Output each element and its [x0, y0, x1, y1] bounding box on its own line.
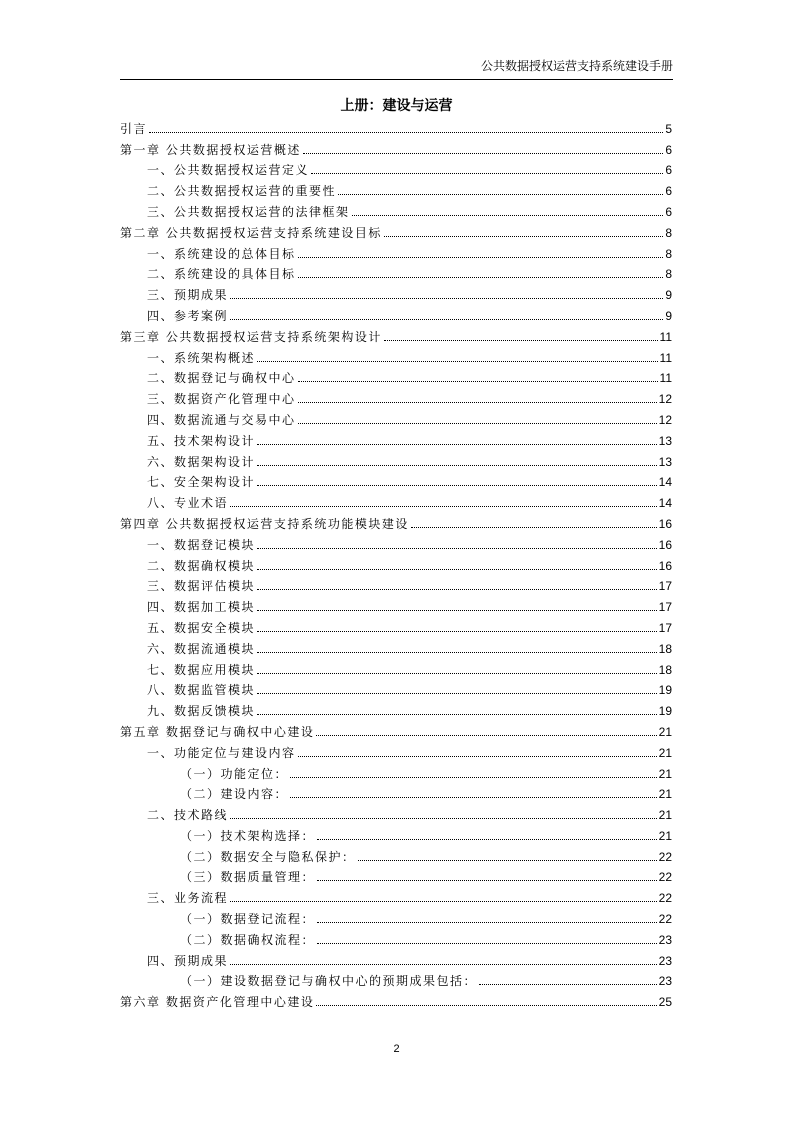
- toc-dot-leader: [257, 652, 657, 653]
- toc-entry-page: 14: [658, 496, 672, 511]
- toc-entry-page: 22: [658, 891, 672, 906]
- toc-entry-page: 17: [658, 579, 672, 594]
- toc-entry-page: 6: [665, 184, 672, 199]
- toc-dot-leader: [338, 194, 663, 195]
- toc-entry[interactable]: [120, 637, 672, 658]
- toc-dot-leader: [257, 548, 657, 549]
- toc-dot-leader: [257, 444, 657, 445]
- toc-dot-leader: [257, 693, 657, 694]
- toc-entry-page: 8: [665, 225, 672, 240]
- toc-entry-label: 三、数据资产化管理中心: [147, 392, 296, 407]
- toc-dot-leader: [317, 922, 657, 923]
- toc-entry[interactable]: [120, 159, 672, 180]
- toc-dot-leader: [230, 319, 663, 320]
- toc-entry-label: 一、数据登记模块: [147, 537, 256, 552]
- toc-entry[interactable]: [120, 720, 672, 741]
- toc-entry-label: 三、业务流程: [147, 891, 229, 906]
- toc-entry-label: 六、数据流通模块: [147, 641, 256, 656]
- toc-entry[interactable]: [120, 263, 672, 284]
- toc-entry-page: 13: [658, 433, 672, 448]
- toc-dot-leader: [298, 756, 657, 757]
- toc-entry[interactable]: [120, 554, 672, 575]
- toc-entry[interactable]: [120, 471, 672, 492]
- toc-dot-leader: [384, 236, 663, 237]
- toc-dot-leader: [479, 984, 657, 985]
- toc-entry-label: 五、数据安全模块: [147, 620, 256, 635]
- toc-entry-page: 16: [658, 558, 672, 573]
- toc-entry-label: 第六章 数据资产化管理中心建设: [120, 995, 315, 1010]
- toc-entry-page: 21: [658, 828, 672, 843]
- toc-dot-leader: [298, 257, 664, 258]
- toc-entry[interactable]: [120, 575, 672, 596]
- toc-entry[interactable]: [120, 491, 672, 512]
- toc-dot-leader: [257, 673, 657, 674]
- toc-entry-page: 22: [658, 870, 672, 885]
- toc-entry[interactable]: [120, 387, 672, 408]
- toc-entry[interactable]: [120, 679, 672, 700]
- header-rule: [120, 79, 673, 80]
- toc-entry-page: 22: [658, 849, 672, 864]
- toc-entry-page: 16: [658, 516, 672, 531]
- toc-entry[interactable]: [120, 886, 672, 907]
- toc-dot-leader: [352, 215, 664, 216]
- toc-entry-page: 5: [665, 121, 672, 136]
- toc-entry-page: 21: [658, 724, 672, 739]
- toc-entry-label: 二、系统建设的具体目标: [147, 267, 296, 282]
- toc-dot-leader: [316, 735, 656, 736]
- toc-entry-page: 21: [658, 787, 672, 802]
- toc-entry[interactable]: [120, 970, 672, 991]
- toc-entry-label: 二、数据确权模块: [147, 558, 256, 573]
- toc-entry-page: 6: [665, 163, 672, 178]
- toc-entry-page: 12: [658, 412, 672, 427]
- toc-dot-leader: [257, 631, 657, 632]
- toc-entry-page: 23: [658, 932, 672, 947]
- toc-entry-label: 三、公共数据授权运营的法律框架: [147, 204, 350, 219]
- toc-entry-label: （一）数据登记流程：: [180, 912, 316, 927]
- toc-entry-page: 17: [658, 600, 672, 615]
- toc-dot-leader: [257, 569, 657, 570]
- toc-entry-label: 二、公共数据授权运营的重要性: [147, 184, 337, 199]
- toc-entry[interactable]: [120, 367, 672, 388]
- toc-dot-leader: [257, 714, 657, 715]
- toc-entry-page: 11: [659, 329, 672, 344]
- toc-entry[interactable]: [120, 866, 672, 887]
- toc-entry-label: 五、技术架构设计: [147, 433, 256, 448]
- toc-entry-label: 引言: [120, 121, 148, 136]
- toc-dot-leader: [317, 943, 657, 944]
- toc-dot-leader: [311, 173, 663, 174]
- toc-entry[interactable]: [120, 325, 672, 346]
- toc-dot-leader: [298, 423, 657, 424]
- toc-entry-page: 6: [665, 204, 672, 219]
- toc-entry-page: 21: [658, 808, 672, 823]
- toc-entry-label: 三、数据评估模块: [147, 579, 256, 594]
- toc-entry-label: 四、参考案例: [147, 308, 229, 323]
- toc-dot-leader: [257, 485, 657, 486]
- toc-entry-label: （二）数据安全与隐私保护：: [180, 849, 356, 864]
- toc-entry[interactable]: [120, 242, 672, 263]
- toc-entry-page: 16: [658, 537, 672, 552]
- toc-entry-label: 八、数据监管模块: [147, 683, 256, 698]
- toc-entry[interactable]: [120, 699, 672, 720]
- toc-entry[interactable]: [120, 783, 672, 804]
- toc-entry-label: 八、专业术语: [147, 496, 229, 511]
- toc-dot-leader: [358, 860, 657, 861]
- toc-dot-leader: [230, 818, 657, 819]
- toc-entry-label: 二、技术路线: [147, 808, 229, 823]
- page-number: 2: [393, 1043, 400, 1055]
- toc-entry-label: 第三章 公共数据授权运营支持系统架构设计: [120, 329, 382, 344]
- toc-entry[interactable]: [120, 803, 672, 824]
- toc-entry[interactable]: [120, 907, 672, 928]
- toc-entry[interactable]: [120, 949, 672, 970]
- toc-entry-label: 一、功能定位与建设内容: [147, 745, 296, 760]
- toc-dot-leader: [316, 1005, 656, 1006]
- toc-dot-leader: [149, 132, 663, 133]
- toc-entry[interactable]: [120, 512, 672, 533]
- toc-entry[interactable]: [120, 283, 672, 304]
- toc-entry-page: 11: [659, 371, 672, 386]
- toc-entry-label: 四、数据流通与交易中心: [147, 412, 296, 427]
- toc-entry-label: 第二章 公共数据授权运营支持系统建设目标: [120, 225, 382, 240]
- toc-entry[interactable]: [120, 304, 672, 325]
- toc-entry[interactable]: [120, 408, 672, 429]
- toc-dot-leader: [230, 298, 663, 299]
- toc-entry[interactable]: [120, 200, 672, 221]
- toc-entry-page: 8: [665, 267, 672, 282]
- toc-entry-page: 23: [658, 953, 672, 968]
- toc-entry-page: 18: [658, 641, 672, 656]
- toc-entry[interactable]: [120, 221, 672, 242]
- toc-entry-page: 13: [658, 454, 672, 469]
- toc-entry-label: 二、数据登记与确权中心: [147, 371, 296, 386]
- toc-dot-leader: [290, 777, 657, 778]
- toc-dot-leader: [384, 340, 658, 341]
- toc-entry[interactable]: [120, 762, 672, 783]
- toc-dot-leader: [298, 402, 657, 403]
- toc-entry-page: 9: [665, 288, 672, 303]
- running-header: 公共数据授权运营支持系统建设手册: [480, 59, 673, 73]
- toc-entry-page: 6: [665, 142, 672, 157]
- toc-entry-label: 四、预期成果: [147, 953, 229, 968]
- toc-entry[interactable]: [120, 429, 672, 450]
- toc-entry-page: 22: [658, 912, 672, 927]
- toc-dot-leader: [298, 381, 658, 382]
- toc-dot-leader: [317, 839, 657, 840]
- toc-entry-page: 12: [658, 392, 672, 407]
- toc-entry-page: 19: [658, 683, 672, 698]
- toc-entry[interactable]: [120, 658, 672, 679]
- toc-entry-page: 21: [658, 766, 672, 781]
- toc-entry-label: 一、系统建设的总体目标: [147, 246, 296, 261]
- toc-entry[interactable]: [120, 450, 672, 471]
- toc-dot-leader: [230, 506, 657, 507]
- toc-entry-page: 18: [658, 662, 672, 677]
- toc-entry[interactable]: [120, 741, 672, 762]
- toc-entry[interactable]: [120, 928, 672, 949]
- toc-dot-leader: [298, 277, 664, 278]
- toc-dot-leader: [257, 610, 657, 611]
- toc-entry[interactable]: [120, 179, 672, 200]
- toc-entry[interactable]: [120, 824, 672, 845]
- toc-entry[interactable]: [120, 533, 672, 554]
- toc-entry-label: （三）数据质量管理：: [180, 870, 316, 885]
- toc-entry[interactable]: [120, 616, 672, 637]
- toc-entry-page: 14: [658, 475, 672, 490]
- toc-entry-page: 11: [659, 350, 672, 365]
- table-of-contents: [120, 117, 672, 1011]
- toc-dot-leader: [257, 589, 657, 590]
- toc-entry[interactable]: [120, 595, 672, 616]
- toc-dot-leader: [257, 361, 658, 362]
- toc-dot-leader: [230, 964, 657, 965]
- toc-entry[interactable]: [120, 990, 672, 1011]
- toc-entry-label: （二）数据确权流程：: [180, 932, 316, 947]
- toc-entry-label: 九、数据反馈模块: [147, 704, 256, 719]
- toc-entry-page: 21: [658, 745, 672, 760]
- toc-dot-leader: [411, 527, 657, 528]
- toc-dot-leader: [303, 153, 663, 154]
- toc-entry-label: （一）功能定位：: [180, 766, 289, 781]
- toc-title: 上册：建设与运营: [340, 98, 453, 114]
- toc-entry-label: 四、数据加工模块: [147, 600, 256, 615]
- toc-entry-page: 23: [658, 974, 672, 989]
- toc-entry[interactable]: [120, 138, 672, 159]
- toc-entry-page: 9: [665, 308, 672, 323]
- toc-dot-leader: [257, 465, 657, 466]
- toc-entry-label: 第五章 数据登记与确权中心建设: [120, 724, 315, 739]
- toc-entry-label: 一、公共数据授权运营定义: [147, 163, 310, 178]
- toc-entry[interactable]: [120, 346, 672, 367]
- toc-entry-page: 25: [658, 995, 672, 1010]
- toc-entry-label: （一）技术架构选择：: [180, 828, 316, 843]
- toc-entry-label: （一）建设数据登记与确权中心的预期成果包括：: [180, 974, 478, 989]
- toc-entry-label: 七、安全架构设计: [147, 475, 256, 490]
- toc-entry-label: 一、系统架构概述: [147, 350, 256, 365]
- toc-dot-leader: [230, 901, 657, 902]
- toc-entry-label: 第四章 公共数据授权运营支持系统功能模块建设: [120, 516, 409, 531]
- toc-dot-leader: [290, 797, 657, 798]
- toc-entry-page: 19: [658, 704, 672, 719]
- toc-entry[interactable]: [120, 845, 672, 866]
- toc-entry-label: 七、数据应用模块: [147, 662, 256, 677]
- toc-entry-page: 8: [665, 246, 672, 261]
- toc-entry[interactable]: [120, 117, 672, 138]
- toc-entry-label: 第一章 公共数据授权运营概述: [120, 142, 301, 157]
- toc-entry-label: （二）建设内容：: [180, 787, 289, 802]
- toc-entry-label: 三、预期成果: [147, 288, 229, 303]
- toc-entry-label: 六、数据架构设计: [147, 454, 256, 469]
- toc-entry-page: 17: [658, 620, 672, 635]
- toc-dot-leader: [317, 880, 657, 881]
